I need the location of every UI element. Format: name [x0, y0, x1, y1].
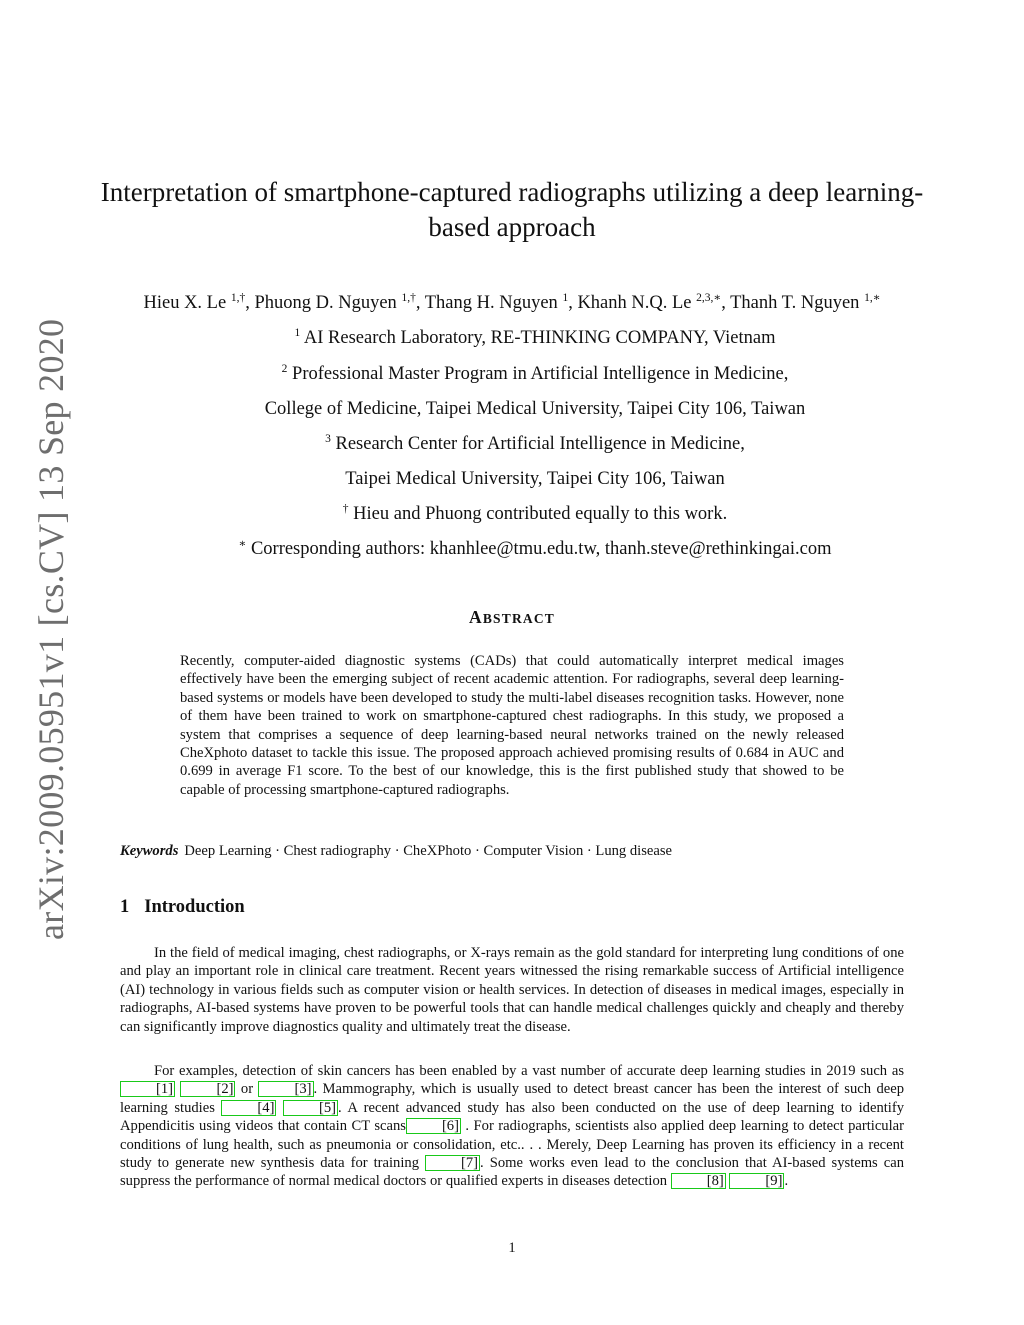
affiliation-mark: 3	[325, 433, 331, 445]
abstract-body: Recently, computer-aided diagnostic systems (CADs) that could automatically interpret medical images effectively have been the emerging subject of recent academic attention. For radiographs, several deep learning-based systems or models have been developed to study the multi-label diseases recognition tasks. However, none of them have been trained to work on smartphone-captured chest radiographs. In this study, we proposed a system that comprises a sequence of deep learning-based neural networks trained on the newly released CheXphoto dataset to tackle this issue. The proposed approach achieved promising results of 0.684 in AUC and 0.699 in average F1 score. To the best of our knowledge, this is the first published study that showed to be capable of processing smartphone-captured radiographs.	[180, 653, 844, 798]
citation-link[interactable]: [7]	[425, 1155, 480, 1171]
citation-link[interactable]: [8]	[671, 1173, 726, 1189]
equal-contribution-note	[140, 504, 930, 525]
affiliation-3-line-1	[140, 434, 930, 455]
author-name: Phuong D. Nguyen	[254, 293, 397, 313]
citation-link[interactable]: [4]	[221, 1100, 276, 1116]
author-affiliation-mark: 1	[562, 292, 569, 304]
author-name: Thanh T. Nguyen	[730, 293, 860, 313]
citation-link[interactable]: [6]	[406, 1118, 461, 1134]
author-name: Thang H. Nguyen	[424, 293, 558, 313]
page-number: 1	[508, 1240, 516, 1256]
author-separator: ,	[245, 293, 255, 313]
intro-paragraph-1: In the field of medical imaging, chest radiographs, or X-rays remain as the gold standard for interpreting lung conditions of one and play an important role in clinical care treatment. Recent years witnessed the rising remarkable success of Artificial intelligence (AI) technology in various fields such as computer vision or health services. In detection of diseases in medical images, especially in radiographs, AI-based systems have proven to be powerful tools that can handle medical challenges quickly and cheaply and thereby can significantly improve diagnostics quality and ultimately treat the disease.	[120, 945, 904, 1035]
paragraph-text: . For radiographs, scientists also applied deep learning to detect particular conditions of lung health, such as pneumonia or consolidation, etc.. . . Merely, Deep Learning has proven its efficiency in a recent study to generate new synthesis data for training	[120, 1118, 904, 1172]
abstract-heading-rest: BSTRACT	[482, 611, 555, 626]
author-separator: ,	[721, 293, 731, 313]
affiliation-text: AI Research Laboratory, RE-THINKING COMPANY, Vietnam	[303, 328, 776, 348]
author-name: Hieu X. Le	[143, 293, 227, 313]
author-affiliation-mark: 1,†	[401, 292, 416, 304]
paragraph-text: For examples, detection of skin cancers has been enabled by a vast number of accurate deep learning studies in 2019 such as	[154, 1063, 904, 1079]
affiliation-2-line-2: College of Medicine, Taipei Medical University, Taipei City 106, Taiwan	[264, 399, 806, 419]
citation-link[interactable]: [1]	[120, 1081, 175, 1097]
keywords-label: Keywords	[120, 843, 179, 859]
author-separator: ,	[415, 293, 425, 313]
citation-link[interactable]: [2]	[180, 1081, 235, 1097]
citation-link[interactable]: [3]	[258, 1081, 313, 1097]
paragraph-text: or	[235, 1081, 259, 1098]
keywords-text: Deep Learning · Chest radiography · CheXPhoto · Computer Vision · Lung disease	[184, 843, 673, 859]
author-name: Khanh N.Q. Le	[577, 293, 692, 313]
affiliation-text: Research Center for Artificial Intelligence in Medicine,	[335, 434, 745, 454]
section-heading	[120, 897, 245, 918]
note-text: Corresponding authors: khanhlee@tmu.edu.tw, thanh.steve@rethinkingai.com	[250, 539, 832, 559]
paragraph-text: . Some works even lead to the conclusion that AI-based systems can suppress the performance of normal medical doctors or qualified experts in diseases detection	[120, 1155, 905, 1190]
abstract-heading	[0, 607, 1024, 628]
author-separator: ,	[568, 293, 578, 313]
corresponding-authors-note	[140, 539, 930, 560]
affiliation-mark: 1	[294, 327, 301, 339]
citation-link[interactable]: [9]	[729, 1173, 784, 1189]
abstract-heading-initial: A	[468, 607, 483, 627]
paragraph-text: . A recent advanced study has also been conducted on the use of deep learning to identify Appendicitis using videos that contain CT scans	[120, 1099, 905, 1135]
author-affiliation-mark: 1,†	[230, 292, 246, 304]
dagger-mark: †	[342, 503, 349, 515]
affiliation-3-line-2: Taipei Medical University, Taipei City 106, Taiwan	[345, 469, 725, 489]
note-text: Hieu and Phuong contributed equally to this work.	[353, 504, 728, 524]
intro-paragraph-2	[120, 1062, 904, 1191]
arxiv-identifier: arXiv:2009.05951v1 [cs.CV] 13 Sep 2020	[31, 318, 71, 940]
author-list	[60, 293, 964, 314]
affiliation-mark: 2	[281, 363, 288, 375]
asterisk-mark: ∗	[238, 538, 247, 550]
author-affiliation-mark: 2,3,∗	[696, 292, 722, 304]
section-title: Introduction	[144, 897, 245, 917]
affiliation-text: Professional Master Program in Artificial Intelligence in Medicine,	[292, 364, 789, 384]
section-number: 1	[120, 897, 130, 917]
paper-title: Interpretation of smartphone-captured radiographs utilizing a deep learning-based approach	[100, 177, 924, 242]
paragraph-text: . Mammography, which is usually used to detect breast cancer has been the interest of such deep learning studies	[120, 1081, 904, 1116]
affiliation-2-line-1	[140, 364, 930, 385]
keywords-line	[120, 843, 672, 860]
paragraph-text: .	[784, 1173, 789, 1190]
author-affiliation-mark: 1,∗	[864, 292, 881, 304]
citation-link[interactable]: [5]	[283, 1100, 338, 1116]
affiliation-1	[140, 328, 930, 349]
